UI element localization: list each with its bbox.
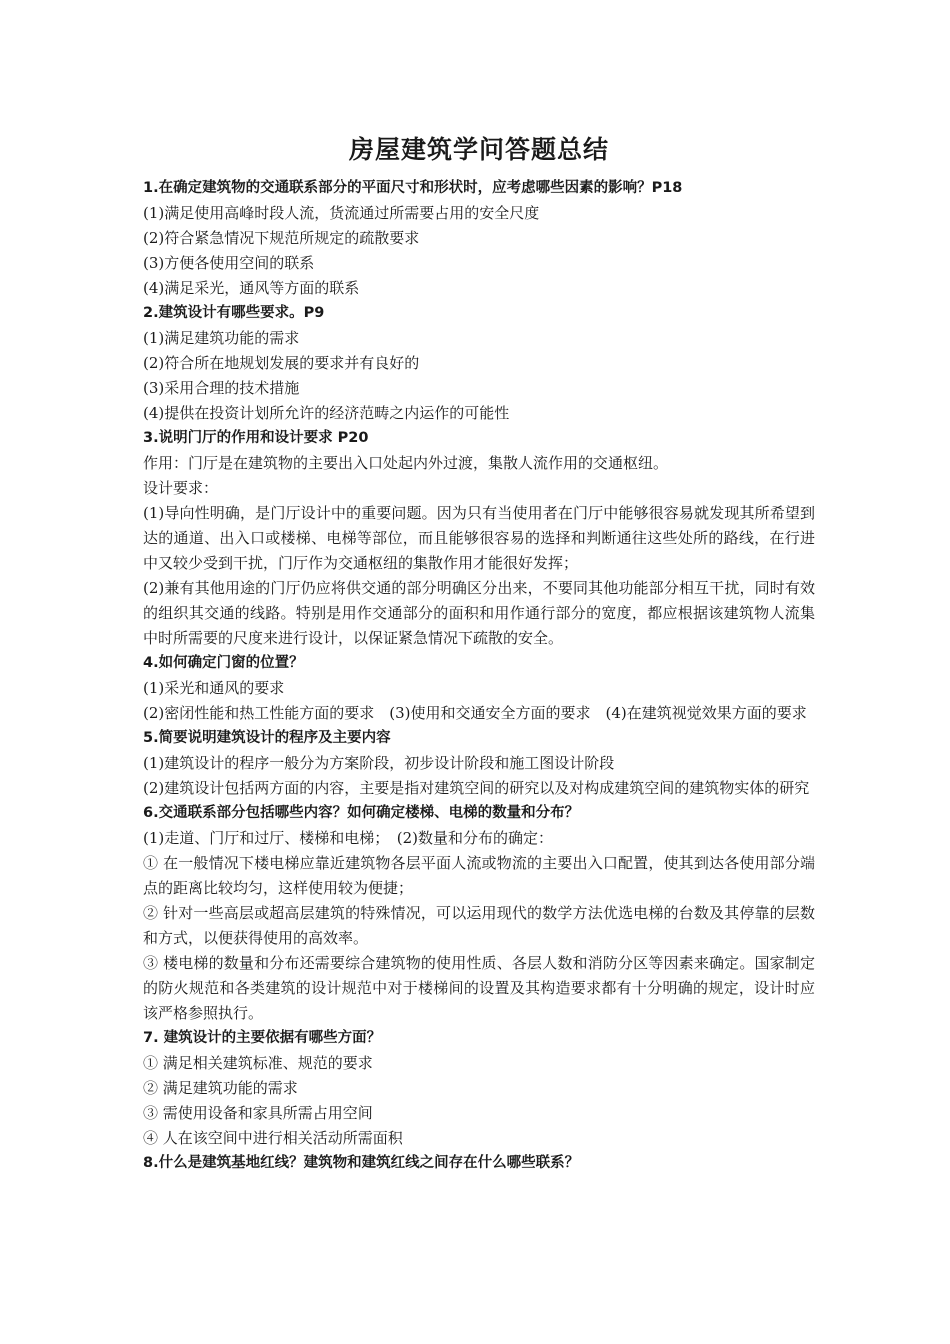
qa-section xyxy=(143,176,815,301)
question-heading: 8.什么是建筑基地红线？建筑物和建筑红线之间存在什么哪些联系？ xyxy=(143,1155,580,1171)
question-heading: 5.简要说明建筑设计的程序及主要内容 xyxy=(143,730,391,746)
answer-line: (1)满足建筑功能的需求 xyxy=(143,329,300,347)
answer-line: ③ 楼电梯的数量和分布还需要综合建筑物的使用性质、各层人数和消防分区等因素来确定。国家制定的防火规范和各类建筑的设计规范中对于楼梯间的设置及其构造要求都有十分明确的规定，设计时应该严格参照执行。 xyxy=(143,954,815,1022)
question-heading: 1.在确定建筑物的交通联系部分的平面尺寸和形状时，应考虑哪些因素的影响？P18 xyxy=(143,180,683,196)
answer-line: (3)方便各使用空间的联系 xyxy=(143,254,315,272)
answer-line: (2)密闭性能和热工性能方面的要求 (3)使用和交通安全方面的要求 (4)在建筑视觉效果方面的要求 xyxy=(143,704,807,722)
answer-line: ① 满足相关建筑标准、规范的要求 xyxy=(143,1054,373,1072)
question-heading: 4.如何确定门窗的位置？ xyxy=(143,655,304,671)
question-heading: 6.交通联系部分包括哪些内容？如何确定楼梯、电梯的数量和分布？ xyxy=(143,805,580,821)
answer-line: (1)走道、门厅和过厅、楼梯和电梯； (2)数量和分布的确定： xyxy=(143,829,553,847)
answer-line: ① 在一般情况下楼电梯应靠近建筑物各层平面人流或物流的主要出入口配置，使其到达各使用部分端点的距离比较均匀，这样使用较为便捷； xyxy=(143,854,815,897)
document-title: 房屋建筑学问答题总结 xyxy=(348,135,609,164)
answer-line: (2)兼有其他用途的门厅仍应将供交通的部分明确区分出来，不要同其他功能部分相互干扰，同时有效的组织其交通的线路。特别是用作交通部分的面积和用作通行部分的宽度，都应根据该建筑物人流集中时所需要的尺度来进行设计，以保证紧急情况下疏散的安全。 xyxy=(143,579,815,647)
qa-section xyxy=(143,726,815,801)
qa-section xyxy=(143,651,815,726)
qa-section xyxy=(143,1151,815,1176)
question-heading: 7. 建筑设计的主要依据有哪些方面？ xyxy=(143,1030,382,1046)
answer-line: (2)符合所在地规划发展的要求并有良好的 xyxy=(143,354,420,372)
qa-section xyxy=(143,801,815,1026)
answer-line: (4)提供在投资计划所允许的经济范畴之内运作的可能性 xyxy=(143,404,510,422)
answer-line: ③ 需使用设备和家具所需占用空间 xyxy=(143,1104,373,1122)
answer-line: ② 满足建筑功能的需求 xyxy=(143,1079,298,1097)
question-heading: 2.建筑设计有哪些要求。P9 xyxy=(143,305,325,321)
question-heading: 3.说明门厅的作用和设计要求 P20 xyxy=(143,430,369,446)
answer-line: (1)导向性明确，是门厅设计中的重要问题。因为只有当使用者在门厅中能够很容易就发现其所希望到达的通道、出入口或楼梯、电梯等部位，而且能够很容易的选择和判断通往这些处所的路线，在行进中又较少受到干扰，门厅作为交通枢纽的集散作用才能很好发挥； xyxy=(143,504,815,572)
answer-line: ④ 人在该空间中进行相关活动所需面积 xyxy=(143,1129,403,1147)
answer-line: (3)采用合理的技术措施 xyxy=(143,379,300,397)
answer-line: (1)满足使用高峰时段人流，货流通过所需要占用的安全尺度 xyxy=(143,204,540,222)
document-page xyxy=(143,130,815,1176)
answer-line: (4)满足采光，通风等方面的联系 xyxy=(143,279,360,297)
qa-section xyxy=(143,301,815,426)
answer-line: (2)符合紧急情况下规范所规定的疏散要求 xyxy=(143,229,420,247)
qa-section xyxy=(143,426,815,651)
answer-line: ② 针对一些高层或超高层建筑的特殊情况，可以运用现代的数学方法优选电梯的台数及其停靠的层数和方式，以便获得使用的高效率。 xyxy=(143,904,815,947)
answer-line: 作用：门厅是在建筑物的主要出入口处起内外过渡，集散人流作用的交通枢纽。 xyxy=(143,454,669,472)
answer-line: (1)建筑设计的程序一般分为方案阶段，初步设计阶段和施工图设计阶段 xyxy=(143,754,615,772)
qa-section xyxy=(143,1026,815,1151)
answer-line: (2)建筑设计包括两方面的内容，主要是指对建筑空间的研究以及对构成建筑空间的建筑物实体的研究 xyxy=(143,779,810,797)
answer-line: (1)采光和通风的要求 xyxy=(143,679,285,697)
answer-line: 设计要求： xyxy=(143,479,219,497)
document-body xyxy=(143,176,815,1176)
